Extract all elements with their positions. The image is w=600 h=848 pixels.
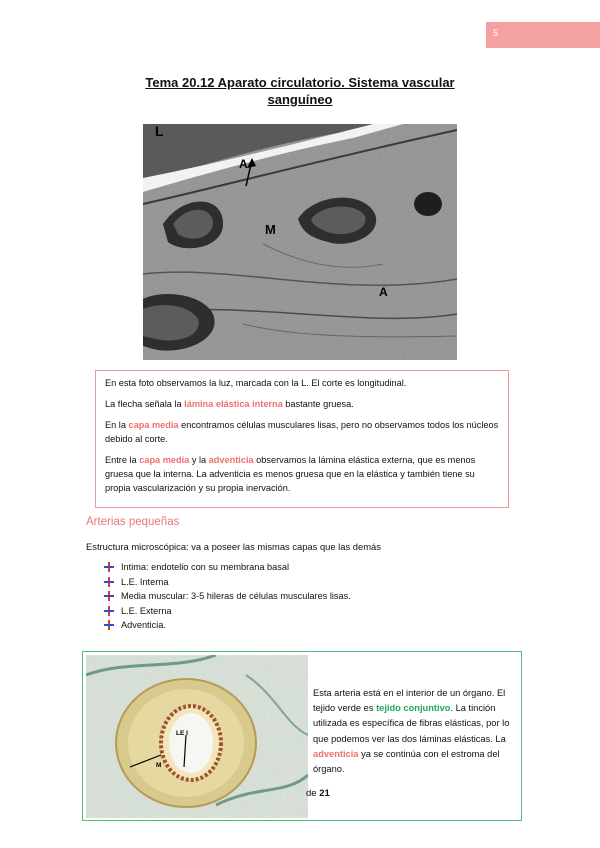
description-p2: La flecha señala la lámina elástica interna bastante gruesa. bbox=[105, 399, 354, 409]
cross-bullet-icon bbox=[104, 562, 114, 572]
cross-bullet-icon bbox=[104, 577, 114, 587]
page-number: 5 bbox=[493, 28, 499, 38]
page-footer: de 21 bbox=[306, 788, 330, 799]
label-lumen: L bbox=[155, 124, 164, 139]
label-arrow-a1: A bbox=[239, 157, 248, 171]
label-lei: LE I bbox=[176, 730, 188, 737]
cross-bullet-icon bbox=[104, 620, 114, 630]
label-arrow-a2: A bbox=[379, 285, 388, 299]
layer-list bbox=[104, 560, 351, 633]
description-p3: En la capa media encontramos células musculares lisas, pero no observamos todos los núcleos debido al corte. bbox=[105, 420, 499, 444]
description-p4: Entre la capa media y la adventicia observamos la lámina elástica externa, que es menos gruesa que la interna. La adventicia es menos gruesa que en la elástica y también tiene su propia vascularización y su propia inervación. bbox=[105, 455, 476, 493]
section-heading: Arterias pequeñas bbox=[86, 516, 180, 528]
cross-bullet-icon bbox=[104, 606, 114, 616]
list-item: L.E. Externa bbox=[104, 604, 351, 619]
title-line-2: sanguíneo bbox=[267, 92, 333, 107]
artery-description: Esta arteria está en el interior de un órgano. El tejido verde es tejido conjuntivo. La tinción utilizada es específica de fibras elásticas, por lo que podemos ver las dos láminas elásticas. La adventicia ya se continúa con el estroma del órgano. bbox=[313, 688, 510, 775]
section-intro: Estructura microscópica: va a poseer las mismas capas que las demás bbox=[86, 541, 381, 552]
label-media: M bbox=[265, 222, 276, 237]
description-p1: En esta foto observamos la luz, marcada con la L. El corte es longitudinal. bbox=[105, 378, 407, 388]
list-item: Intima: endotelio con su membrana basal bbox=[104, 560, 351, 575]
page-number-tab bbox=[486, 22, 600, 48]
electron-micrograph bbox=[143, 124, 457, 360]
label-m: M bbox=[156, 762, 162, 769]
micrograph-description-box bbox=[95, 370, 509, 508]
artery-figure-box bbox=[82, 651, 522, 821]
list-item: Adventicia. bbox=[104, 618, 351, 633]
total-pages: 21 bbox=[319, 788, 330, 799]
list-item: L.E. Interna bbox=[104, 575, 351, 590]
artery-micrograph bbox=[86, 655, 308, 818]
cross-bullet-icon bbox=[104, 591, 114, 601]
page-title bbox=[120, 74, 480, 108]
list-item: Media muscular: 3-5 hileras de células musculares lisas. bbox=[104, 589, 351, 604]
title-line-1: Tema 20.12 Aparato circulatorio. Sistema vascular bbox=[145, 75, 455, 90]
